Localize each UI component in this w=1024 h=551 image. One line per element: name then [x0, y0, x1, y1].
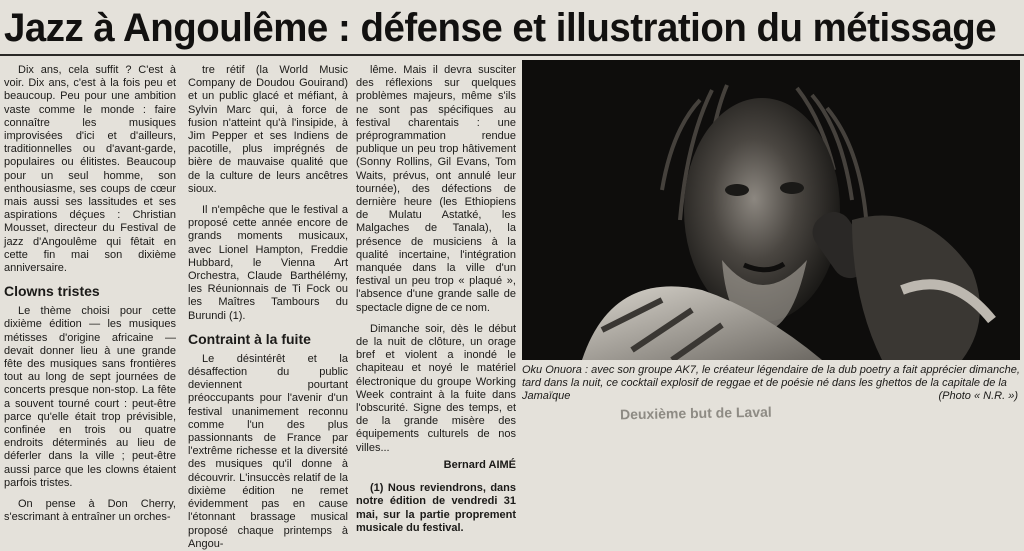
- article-column-3: [356, 64, 516, 535]
- article-column-2: [188, 64, 348, 551]
- paragraph: On pense à Don Cherry, s'escrimant à entraîner un orches-: [4, 498, 176, 524]
- section-heading-clowns-tristes: Clowns tristes: [4, 283, 100, 300]
- section-heading-contraint-a-la-fuite: Contraint à la fuite: [188, 330, 311, 347]
- paragraph: lême. Mais il devra susciter des réflexions sur quelques problèmes majeurs, même s'ils ne sont pas spécifiques au festival charentais : une préprogrammation rendue publique un peu trop hâtivement (Sonny Rollins, Gil Evans, Tom Waits, prévus, ont annulé leur tournée), des défections de dernière heure (les Ethiopiens de Mulatu Astatké, les Malgaches de Tanala), la présence de musiciens à la qualité incertaine, l'intégration manquée dans la ville d'un festival un peu trop « plaqué », l'absence d'une grande salle de spectacle digne de ce nom.: [356, 64, 516, 314]
- paragraph: Dimanche soir, dès le début de la nuit de clôture, un orage bref et violent a inondé le chapiteau et noyé le matériel électronique du groupe Working Week contraint à la fuite dans l'obscurité. Signe des temps, et de la grande misère des équipements culturels de nos villes...: [356, 322, 516, 454]
- bleed-through-text: Deuxième but de Laval: [619, 403, 772, 423]
- article-headline: Jazz à Angoulême : défense et illustration du métissage: [4, 6, 997, 50]
- paragraph: Il n'empêche que le festival a proposé cette année encore de grands moments musicaux, avec Lionel Hampton, Freddie Hubbard, le Vienna Art Orchestra, Claude Barthélémy, les Réunionnais de Ti Fock ou les Maîtres Tambours du Burundi (1).: [188, 204, 348, 322]
- headline-rule: [0, 54, 1024, 56]
- paragraph: Le désintérêt et la désaffection du public deviennent pourtant préoccupants pour l'avenir d'un festival unanimement reconnu comme l'un des plus passionnants de France par l'extrême richesse et la diversité des musiques qu'il donne à découvrir. L'insuccès relatif de la dixième édition ne remet évidemment pas en cause l'étonnant brassage musical proposé chaque printemps à Angou-: [188, 352, 348, 550]
- footnote: (1) Nous reviendrons, dans notre édition de vendredi 31 mai, sur la partie proprement musicale du festival.: [356, 482, 516, 534]
- paragraph: tre rétif (la World Music Company de Doudou Gouirand) et un public glacé et méfiant, à Sylvin Marc qui, à force de fusion n'atteint qu'à l'insipide, à Jim Pepper et ses Indiens de pacotille, plus imprégnés de bière de mauvaise qualité que de la culture de leurs ancêtres sioux.: [188, 64, 348, 195]
- paragraph: Dix ans, cela suffit ? C'est à voir. Dix ans, c'est à la fois peu et beaucoup. Peu pour une ambition vaste comme le monde : faire connaître les musiques improvisées d'ici et d'ailleurs, traditionnelles ou d'avant-garde, populaires ou élitistes. Beaucoup pour un seul homme, son enthousiasme, ses coups de cœur mais aussi ses lassitudes et ses aspirations déçues : Christian Mousset, directeur du Festival de jazz d'Angoulême qui fêtait en cette fin mai son dixième anniversaire.: [4, 64, 176, 275]
- musician-photo: [522, 60, 1020, 360]
- author-signature: Bernard AIMÉ: [443, 458, 516, 471]
- article-column-1: [4, 64, 176, 525]
- photo-caption: Oku Onuora : avec son groupe AK7, le créateur légendaire de la dub poetry a fait apprécier dimanche, tard dans la nuit, ce cocktail explosif de reggae et de poésie né dans les ghettos de la capitale de la Jamaïque: [522, 364, 1020, 402]
- photo-credit: (Photo « N.R. »): [938, 390, 1018, 402]
- paragraph: Le thème choisi pour cette dixième édition — les musiques métisses d'origine africaine — devait donner lieu à une grande fête des musiques sans frontières tout au long de sept journées de concerts presque non-stop. La fête a souvent tourné court : peut-être parce qu'elle était trop prévisible, confinée en trois ou quatre endroits déterminés au lieu de déferler dans la ville ; peut-être aussi parce que les clowns étaient parfois tristes.: [4, 305, 176, 489]
